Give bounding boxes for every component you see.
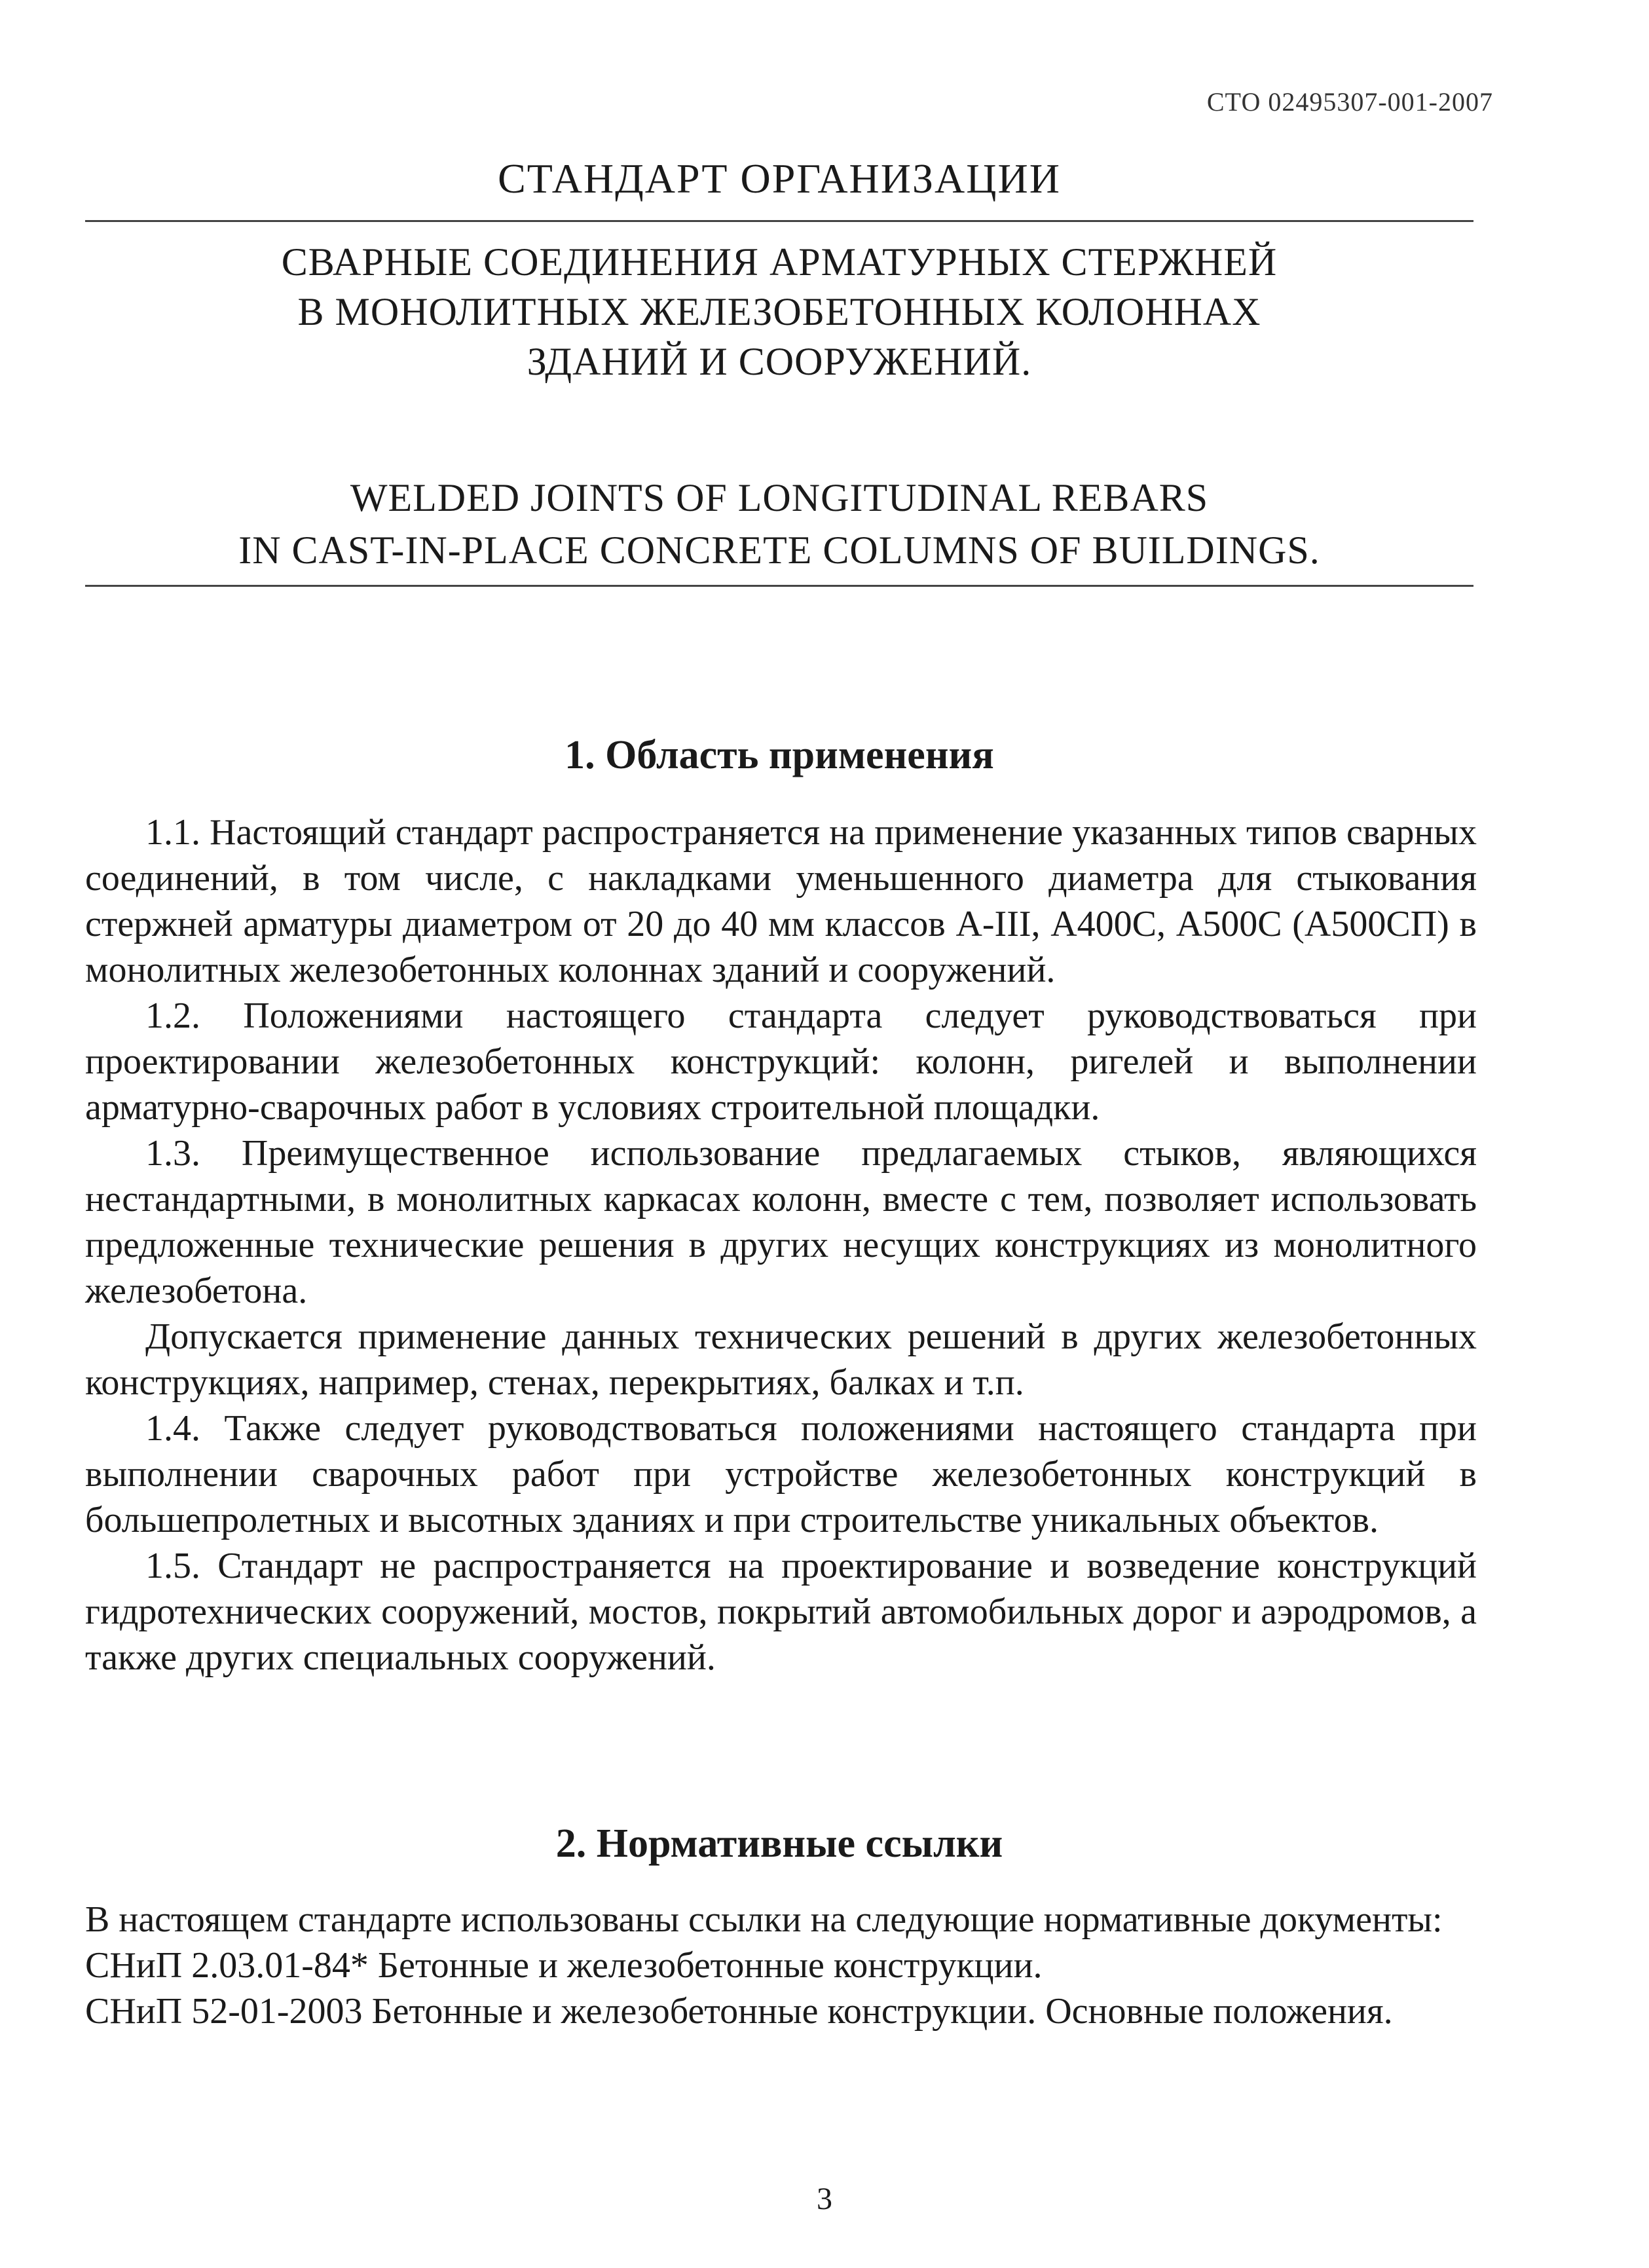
paragraph: 1.4. Также следует руководствоваться положениями настоящего стандарта при выполнении сварочных работ при устройстве железобетонных конструкций в большепролетных и высотных зданиях и при строительстве уникальных объектов.: [85, 1408, 1477, 1540]
paragraph: 1.1. Настоящий стандарт распространяется на применение указанных типов сварных соединений, в том числе, с накладками уменьшенного диаметра для стыкования стержней арматуры диаметром от 20 до 40 мм классов А-III, А400С, А500С (А500СП) в монолитных железобетонных колоннах зданий и сооружений.: [85, 812, 1477, 990]
section-body: [85, 1897, 1477, 2034]
page-number: 3: [817, 2182, 832, 2216]
reference-item: СНиП 52-01-2003 Бетонные и железобетонные конструкции. Основные положения.: [85, 1991, 1393, 2032]
paragraph: 1.5. Стандарт не распространяется на проектирование и возведение конструкций гидротехнических сооружений, мостов, покрытий автомобильных дорог и аэродромов, а также других специальных сооружений.: [85, 1546, 1477, 1678]
title-english: [85, 472, 1473, 576]
title-russian-line: ЗДАНИЙ И СООРУЖЕНИЙ.: [527, 340, 1032, 383]
title-divider-bottom: [85, 585, 1473, 587]
reference-item: СНиП 2.03.01-84* Бетонные и железобетонные конструкции.: [85, 1945, 1043, 1986]
document-code: СТО 02495307-001-2007: [1206, 87, 1493, 117]
paragraph: Допускается применение данных технических решений в других железобетонных конструкциях, например, стенах, перекрытиях, балках и т.п.: [85, 1316, 1477, 1403]
title-russian-line: СВАРНЫЕ СОЕДИНЕНИЯ АРМАТУРНЫХ СТЕРЖНЕЙ: [281, 240, 1278, 284]
section-heading: 1. Область применения: [565, 733, 994, 777]
title-english-line: WELDED JOINTS OF LONGITUDINAL REBARS: [350, 476, 1209, 519]
standard-title: СТАНДАРТ ОРГАНИЗАЦИИ: [498, 155, 1061, 202]
title-russian-line: В МОНОЛИТНЫХ ЖЕЛЕЗОБЕТОННЫХ КОЛОННАХ: [297, 290, 1261, 333]
section-body: [85, 809, 1477, 1681]
title-divider-top: [85, 220, 1473, 222]
title-russian: [85, 237, 1473, 386]
paragraph: В настоящем стандарте использованы ссылки на следующие нормативные документы:: [85, 1899, 1443, 1940]
paragraph: 1.2. Положениями настоящего стандарта следует руководствоваться при проектировании железобетонных конструкций: колонн, ригелей и выполнении арматурно-сварочных работ в условиях строительной площадки.: [85, 995, 1477, 1128]
title-english-line: IN CAST-IN-PLACE CONCRETE COLUMNS OF BUILDINGS.: [238, 529, 1320, 572]
paragraph: 1.3. Преимущественное использование предлагаемых стыков, являющихся нестандартными, в монолитных каркасах колонн, вместе с тем, позволяет использовать предложенные технические решения в других несущих конструкциях из монолитного железобетона.: [85, 1133, 1477, 1311]
section-heading: 2. Нормативные ссылки: [555, 1821, 1003, 1866]
